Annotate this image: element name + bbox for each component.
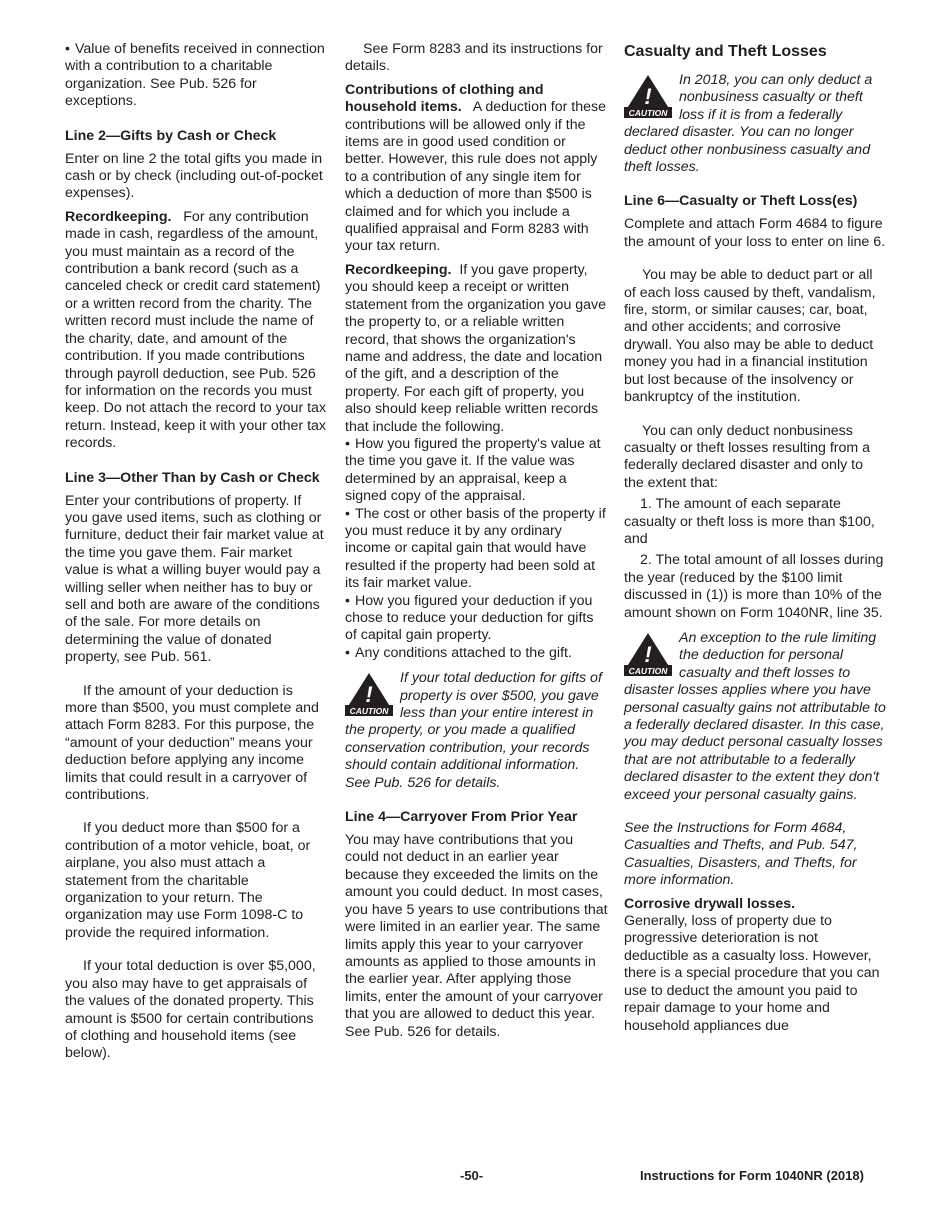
bullet-item: • How you figured the property's value at the time you gave it. If the value was determined by an appraisal, keep a signed copy of the appraisal. xyxy=(345,436,608,506)
caution-icon xyxy=(624,74,672,118)
caution-text: An exception to the rule limiting the deduction for personal casualty and theft losses to disaster losses applies where you have personal casualty gains not attributable to a federally declared disaster. In this case, you may deduct personal casualty losses that are not attributable to a federally declared disaster to the extent they don't exceed your personal casualty gains. xyxy=(624,629,886,803)
list-item: 2. The total amount of all losses during the year (reduced by the $100 limit discussed in (1)) is more than 10% of the amount shown on Form 1040NR, line 35. xyxy=(624,552,884,621)
paragraph-appraisals: If your total deduction is over $5,000, you also may have to get appraisals of the values of the donated property. This amount is $500 for certain contributions of clothing and household items (see below). xyxy=(65,958,316,1062)
recordkeeping-text: For any contribution made in cash, regardless of the amount, you must maintain as a record of the contribution a bank record (such as a canceled check or credit card statement) or a written record from the charity. The written record must include the name of the charity, date, and amount of the contribution. If you made contributions through payroll deduction, see Pub. 526 for information on the records you must keep. Do not attach the record to your tax return. Instead, keep it with your other tax records. xyxy=(65,208,327,452)
svg-text:!: ! xyxy=(644,84,652,109)
heading-line-6: Line 6—Casualty or Theft Loss(es) xyxy=(624,193,858,210)
recordkeeping-property-text: If you gave property, you should keep a receipt or written statement from the organization you gave the property to, or a reliable written record, that shows the organization's name and address, the date and location of the gift, and a description of the property. For each gift of property, you also should keep reliable written records that include the following. xyxy=(345,261,607,435)
bullet-item: • How you figured your deduction if you chose to reduce your deduction for gifts of capital gain property. xyxy=(345,593,608,645)
paragraph-corrosive-drywall xyxy=(624,896,886,1035)
drywall-text: Generally, loss of property due to progressive deterioration is not deductible as a casualty loss. However, there is a special procedure that you can use to deduct the amount you paid to repair damage to your home and household appliances due xyxy=(624,913,880,1034)
runin-clothing: Contributions of clothing and household items. xyxy=(345,81,544,116)
paragraph-form-8283: If the amount of your deduction is more than $500, you must complete and attach Form 8283. For this purpose, the “amount of your deduction” means your deduction before applying any income limits that could result in a carryover of contributions. xyxy=(65,682,319,804)
footer-title: Instructions for Form 1040NR (2018) xyxy=(640,1168,864,1183)
bullet-item: • The cost or other basis of the property if you must reduce it by any ordinary income or capital gain that would have resulted if the property had been sold at its fair market value. xyxy=(345,506,608,593)
bullet-item: • Any conditions attached to the gift. xyxy=(345,645,608,662)
heading-line-3: Line 3—Other Than by Cash or Check xyxy=(65,469,320,486)
paragraph-line-3: Enter your contributions of property. If you gave used items, such as clothing or furniture, deduct their fair market value at the time you gave them. Fair market value is what a willing buyer would pay a willing seller when neither has to buy or sell and both are aware of the conditions of the sale. For more details on determining the value of donated property, see Pub. 561. xyxy=(65,492,324,666)
paragraph-line-2: Enter on line 2 the total gifts you made in cash or by check (including out-of-pocket expenses). xyxy=(65,150,323,202)
list-item: 1. The amount of each separate casualty or theft loss is more than $100, and xyxy=(624,496,875,547)
paragraph-motor-vehicle: If you deduct more than $500 for a contribution of a motor vehicle, boat, or airplane, you also must attach a statement from the charitable organization to your return. The organization may use Form 1098-C to provide the required information. xyxy=(65,820,311,941)
paragraph-nonbusiness: You can only deduct nonbusiness casualty or theft losses resulting from a federally declared disaster and only to the extent that: xyxy=(624,422,871,491)
svg-text:!: ! xyxy=(365,682,373,708)
paragraph-form-4684: Complete and attach Form 4684 to figure the amount of your loss to enter on line 6. xyxy=(624,216,886,250)
paragraph-recordkeeping-cash xyxy=(65,209,327,453)
section-heading-casualty: Casualty and Theft Losses xyxy=(624,43,827,60)
caution-note-2018 xyxy=(624,72,886,176)
paragraph-see-8283: See Form 8283 and its instructions for details. xyxy=(345,41,603,75)
svg-text:CAUTION: CAUTION xyxy=(349,706,389,717)
svg-text:CAUTION: CAUTION xyxy=(628,108,668,118)
runin-recordkeeping: Recordkeeping. xyxy=(345,261,452,278)
paragraph-deduct-part: You may be able to deduct part or all of each loss caused by theft, vandalism, fire, storm, or similar causes; car, boat, and other accidents; and corrosive drywall. You also may be able to deduct money you had in a financial institution but lost because of the insolvency or bankruptcy of the institution. xyxy=(624,267,876,406)
page-number: -50- xyxy=(460,1168,484,1183)
paragraph-clothing xyxy=(345,82,608,256)
caution-text: If your total deduction for gifts of property is over $500, you gave less than your entire interest in the property, or you made a qualified conservation contribution, your records should contain additional information. See Pub. 526 for details. xyxy=(345,670,602,791)
svg-text:CAUTION: CAUTION xyxy=(628,665,668,676)
column-2 xyxy=(345,41,608,1047)
column-3 xyxy=(624,41,886,1041)
caution-icon xyxy=(345,672,393,716)
svg-text:!: ! xyxy=(644,641,652,667)
bullet-benefits: • Value of benefits received in connection with a contribution to a charitable organization. See Pub. 526 for exceptions. xyxy=(65,41,327,111)
heading-line-2: Line 2—Gifts by Cash or Check xyxy=(65,127,277,144)
heading-line-4: Line 4—Carryover From Prior Year xyxy=(345,809,578,826)
paragraph-recordkeeping-property xyxy=(345,262,608,436)
clothing-text: A deduction for these contributions will be allowed only if the items are in good used condition or better. However, this rule does not apply to a contribution of any single item for which a deduction of more than $500 is claimed and for which you include a qualified appraisal and Form 8283 with your tax return. xyxy=(345,99,607,255)
caution-text: In 2018, you can only deduct a nonbusiness casualty or theft loss if it is from a federally declared disaster. You can no longer deduct other nonbusiness casualty and theft losses. xyxy=(624,72,873,176)
runin-drywall: Corrosive drywall losses. xyxy=(624,895,796,912)
paragraph-see-instructions: See the Instructions for Form 4684, Casualties and Thefts, and Pub. 547, Casualties, Disasters, and Thefts, for more information. xyxy=(624,820,858,889)
column-1 xyxy=(65,41,327,1069)
runin-recordkeeping: Recordkeeping. xyxy=(65,208,172,225)
paragraph-line-4: You may have contributions that you could not deduct in an earlier year because they exceeded the limits on the amount you could deduct. In most cases, you have 5 years to use contributions that were limited in an earlier year. The same limits apply this year to your carryover amounts as applied to those amounts in the earlier year. After applying those limits, enter the amount of your carryover that you are allowed to deduct this year. See Pub. 526 for details. xyxy=(345,832,608,1040)
caution-icon xyxy=(624,632,672,676)
caution-note-exception xyxy=(624,630,886,804)
caution-note-gifts xyxy=(345,670,608,792)
